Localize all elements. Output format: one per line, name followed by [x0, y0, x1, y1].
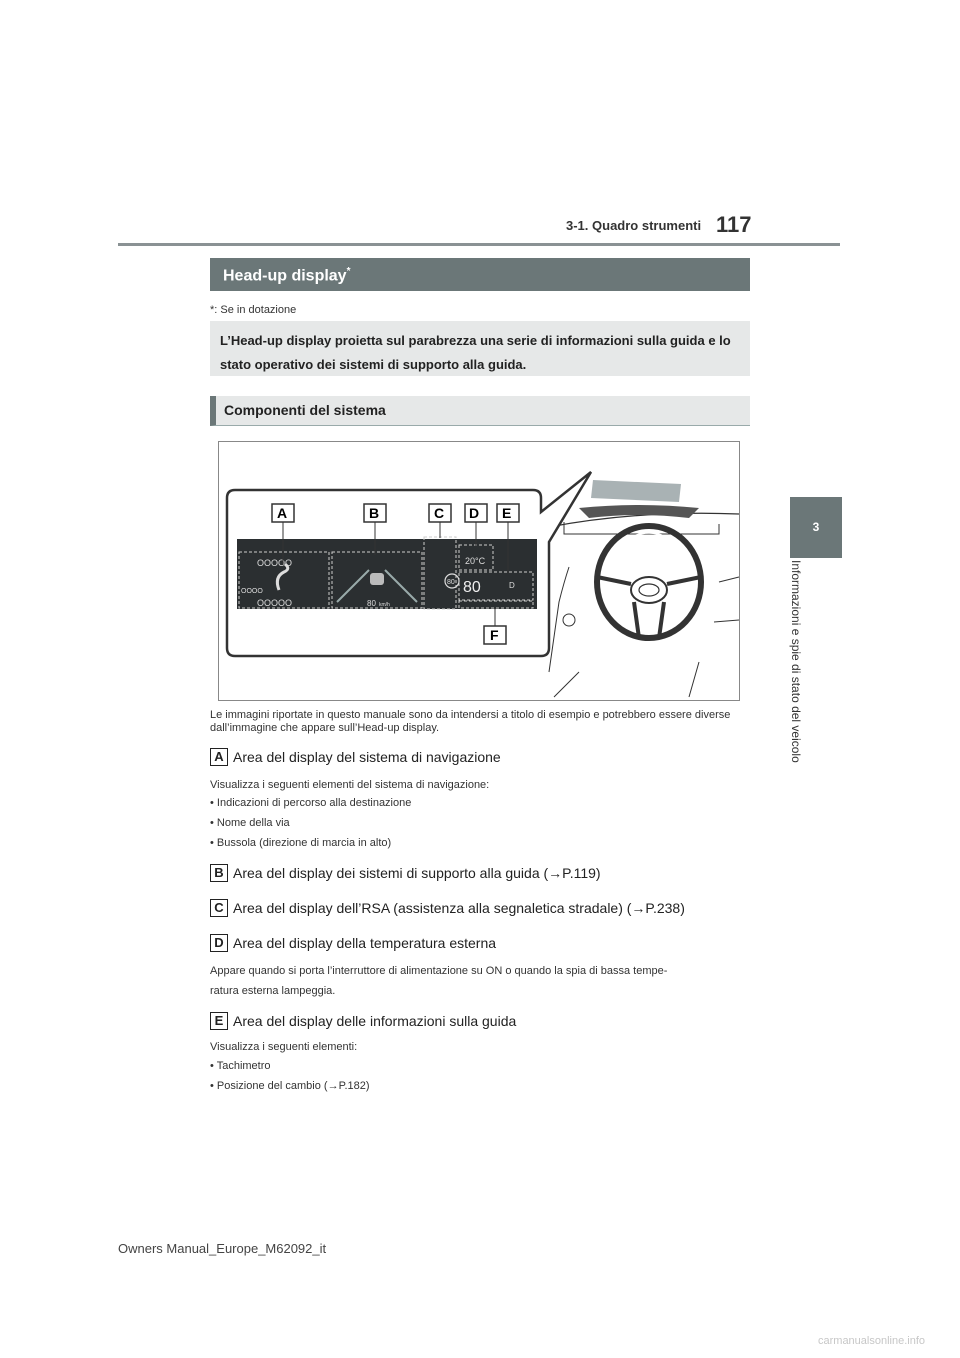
hud-nav-text: OOOOO: [257, 558, 293, 568]
figure-caption: Le immagini riportate in questo manuale sono da intendersi a titolo di esempio e potrebbero essere diverse dall’immagine che appare sull’Head-up display.: [210, 709, 731, 734]
badge-c: C: [210, 899, 228, 917]
temp-description-1: Appare quando si porta l’interruttore di alimentazione su ON o quando la spia di bassa tempe-: [210, 965, 668, 977]
page-title: Head-up display*: [210, 258, 750, 291]
item-c-heading: C Area del display dell’RSA (assistenza alla segnaletica stradale) (→P.238): [210, 899, 685, 917]
label-c: C: [434, 505, 445, 521]
label-e: E: [502, 505, 512, 521]
car-icon: [370, 573, 384, 585]
hud-speed: 80: [463, 579, 481, 596]
section-header: 3-1. Quadro strumenti: [566, 218, 702, 233]
drive-description: Visualizza i seguenti elementi:: [210, 1041, 358, 1053]
item-a-heading: A Area del display del sistema di navigazione: [210, 748, 501, 766]
hud-speed-small: 80: [367, 599, 376, 608]
label-f: F: [490, 627, 499, 643]
watermark: carmanualsonline.info: [818, 1335, 926, 1347]
nav-description: Visualizza i seguenti elementi del sistema di navigazione:: [210, 779, 490, 791]
footer-doc-id: Owners Manual_Europe_M62092_it: [118, 1241, 327, 1256]
section-heading: Componenti del sistema: [210, 396, 750, 426]
nav-bullet-1: • Indicazioni di percorso alla destinazione: [210, 797, 412, 809]
badge-b: B: [210, 864, 228, 882]
label-a: A: [277, 505, 288, 521]
item-b-heading: B Area del display dei sistemi di supporto alla guida (→P.119): [210, 864, 601, 882]
hud-figure: [218, 441, 740, 701]
intro-box: L’Head-up display proietta sul parabrezza una serie di informazioni sulla guida e lo stato operativo dei sistemi di supporto alla guida.: [210, 321, 750, 376]
item-d-heading: D Area del display della temperatura esterna: [210, 934, 496, 952]
hud-projection-area: [591, 480, 681, 502]
nav-bullet-3: • Bussola (direzione di marcia in alto): [210, 837, 392, 849]
page-number: 117: [716, 212, 752, 237]
label-d: D: [469, 505, 480, 521]
hud-speed-unit: km/h: [379, 602, 390, 608]
badge-a: A: [210, 748, 228, 766]
badge-d: D: [210, 934, 228, 952]
hud-temperature: 20°C: [465, 556, 486, 566]
badge-e: E: [210, 1012, 228, 1030]
hud-nav-side: OOOO: [241, 588, 263, 595]
hud-gear: D: [509, 581, 515, 590]
nav-bullet-2: • Nome della via: [210, 817, 290, 829]
hud-nav-text-2: OOOOO: [257, 598, 293, 608]
temp-description-2: ratura esterna lampeggia.: [210, 985, 336, 997]
label-b: B: [369, 505, 380, 521]
item-e-heading: E Area del display delle informazioni sulla guida: [210, 1012, 516, 1030]
drive-bullet-1: • Tachimetro: [210, 1060, 271, 1072]
rsa-sign-value: 80: [447, 579, 455, 586]
chapter-tab: 3: [790, 497, 842, 558]
footnote: *: Se in dotazione: [210, 304, 297, 316]
header-divider: [118, 243, 840, 246]
chapter-side-title: Informazioni e spie di stato del veicolo: [789, 560, 803, 763]
hud-illustration: [219, 442, 741, 702]
drive-bullet-2: • Posizione del cambio (→P.182): [210, 1080, 370, 1092]
